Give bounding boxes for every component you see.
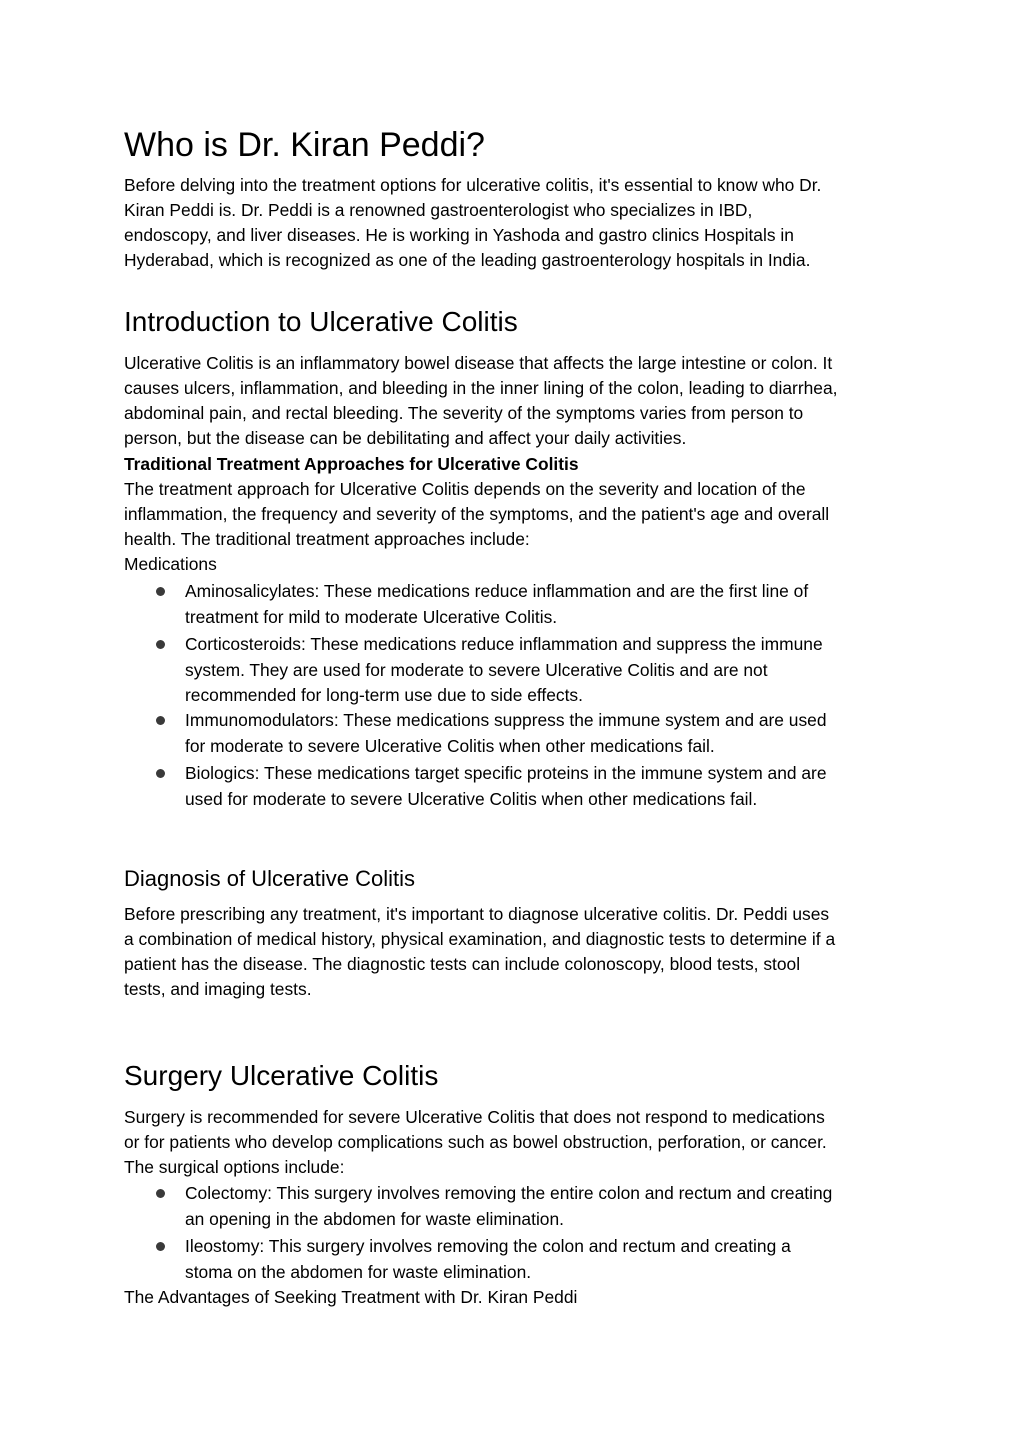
list-item-line: treatment for mild to moderate Ulcerative Colitis. bbox=[185, 606, 558, 627]
list-item-line: recommended for long-term use due to side effects. bbox=[185, 685, 583, 705]
paragraph-line: endoscopy, and liver diseases. He is working in Yashoda and gastro clinics Hospitals in bbox=[124, 225, 794, 245]
list-item-line: Ileostomy: This surgery involves removing the colon and rectum and creating a bbox=[185, 1236, 791, 1256]
paragraph-line: The surgical options include: bbox=[124, 1157, 345, 1177]
bullet-icon bbox=[156, 1242, 165, 1251]
list-item-line: used for moderate to severe Ulcerative Colitis when other medications fail. bbox=[185, 788, 758, 809]
paragraph-about-dr-peddi bbox=[124, 173, 821, 273]
subheading-traditional-treatment: Traditional Treatment Approaches for Ulcerative Colitis bbox=[124, 454, 579, 474]
bullet-icon bbox=[156, 1189, 165, 1198]
paragraph-line: tests, and imaging tests. bbox=[124, 979, 312, 999]
list-item-text bbox=[185, 632, 823, 709]
paragraph-line: inflammation, the frequency and severity of the symptoms, and the patient's age and overall bbox=[124, 504, 830, 524]
list-item-line: system. They are used for moderate to severe Ulcerative Colitis and are not bbox=[185, 659, 768, 680]
paragraph-line: abdominal pain, and rectal bleeding. The severity of the symptoms varies from person to bbox=[124, 403, 804, 423]
paragraph-line: a combination of medical history, physical examination, and diagnostic tests to determine if a bbox=[124, 929, 836, 949]
paragraph-line: health. The traditional treatment approaches include: bbox=[124, 529, 530, 549]
paragraph-line: Surgery is recommended for severe Ulcerative Colitis that does not respond to medications bbox=[124, 1107, 825, 1127]
list-item-text bbox=[185, 1234, 791, 1285]
paragraph-diagnosis bbox=[124, 902, 835, 1002]
paragraph-line: Kiran Peddi is. Dr. Peddi is a renowned gastroenterologist who specializes in IBD, bbox=[124, 200, 753, 220]
list-item-line: Colectomy: This surgery involves removing the entire colon and rectum and creating bbox=[185, 1183, 833, 1203]
list-item-line: Corticosteroids: These medications reduce inflammation and suppress the immune bbox=[185, 634, 823, 654]
paragraph-line: Before delving into the treatment options for ulcerative colitis, it's essential to know who Dr. bbox=[124, 175, 822, 195]
heading-introduction: Introduction to Ulcerative Colitis bbox=[124, 306, 518, 337]
list-item-line: Immunomodulators: These medications suppress the immune system and are used bbox=[185, 710, 827, 730]
bullet-icon bbox=[156, 716, 165, 725]
list-item-text bbox=[185, 579, 808, 630]
paragraph-line: causes ulcers, inflammation, and bleeding in the inner lining of the colon, leading to diarrhea, bbox=[124, 378, 838, 398]
paragraph-introduction bbox=[124, 351, 837, 451]
heading-who-is-dr-peddi: Who is Dr. Kiran Peddi? bbox=[124, 126, 485, 164]
list-item-line: Biologics: These medications target specific proteins in the immune system and are bbox=[185, 763, 827, 783]
paragraph-line: patient has the disease. The diagnostic tests can include colonoscopy, blood tests, stool bbox=[124, 954, 801, 974]
heading-surgery: Surgery Ulcerative Colitis bbox=[124, 1060, 439, 1091]
paragraph-line: Ulcerative Colitis is an inflammatory bowel disease that affects the large intestine or colon. It bbox=[124, 353, 833, 373]
list-item-text bbox=[185, 761, 827, 812]
paragraph-line: The treatment approach for Ulcerative Colitis depends on the severity and location of the bbox=[124, 479, 806, 499]
paragraph-line: Before prescribing any treatment, it's important to diagnose ulcerative colitis. Dr. Peddi uses bbox=[124, 904, 830, 924]
paragraph-line: person, but the disease can be debilitating and affect your daily activities. bbox=[124, 428, 687, 448]
list-item-line: an opening in the abdomen for waste elimination. bbox=[185, 1208, 564, 1229]
closing-line-advantages: The Advantages of Seeking Treatment with Dr. Kiran Peddi bbox=[124, 1287, 578, 1307]
list-item-line: Aminosalicylates: These medications reduce inflammation and are the first line of bbox=[185, 581, 809, 601]
bullet-icon bbox=[156, 640, 165, 649]
paragraph-treatment-approach bbox=[124, 477, 829, 552]
paragraph-surgery bbox=[124, 1105, 827, 1180]
list-item-text bbox=[185, 1181, 832, 1232]
bullet-icon bbox=[156, 587, 165, 596]
list-item-text bbox=[185, 708, 827, 759]
heading-diagnosis: Diagnosis of Ulcerative Colitis bbox=[124, 866, 415, 891]
paragraph-line: or for patients who develop complications such as bowel obstruction, perforation, or cancer. bbox=[124, 1132, 827, 1152]
bullet-icon bbox=[156, 769, 165, 778]
paragraph-line: Hyderabad, which is recognized as one of the leading gastroenterology hospitals in India. bbox=[124, 250, 811, 270]
list-item-line: for moderate to severe Ulcerative Colitis when other medications fail. bbox=[185, 735, 715, 756]
medications-label: Medications bbox=[124, 554, 217, 574]
list-item-line: stoma on the abdomen for waste elimination. bbox=[185, 1261, 532, 1282]
